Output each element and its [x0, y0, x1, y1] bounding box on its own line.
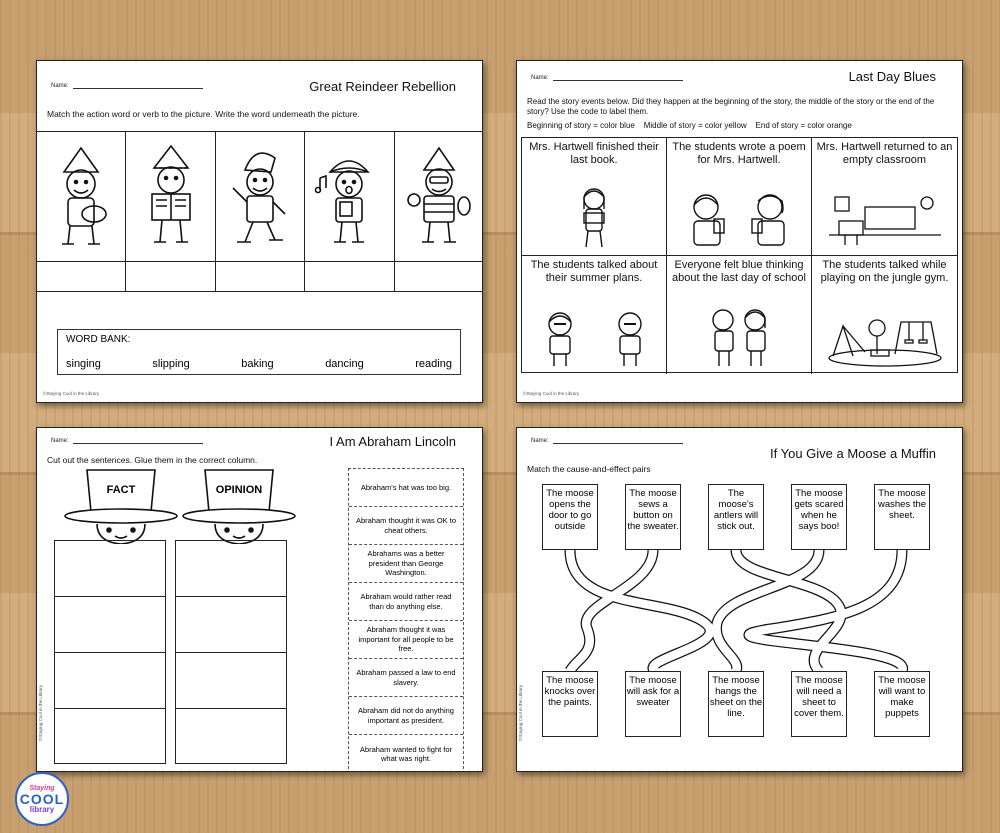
copyright: ©Staying Cool in the Library	[43, 391, 100, 396]
logo-line: COOL	[19, 790, 65, 807]
story-event-text: The students talked about their summer plans.	[530, 259, 658, 284]
word-bank	[57, 329, 461, 375]
worksheet-title: If You Give a Moose a Muffin	[770, 446, 936, 461]
cause-box[interactable]: The moose opens the door to go outside	[542, 484, 598, 550]
fact-label: FACT	[106, 484, 136, 496]
sentence-strip[interactable]: Abraham's hat was too big.	[349, 469, 463, 507]
story-event-text: Mrs. Hartwell finished their last book.	[529, 141, 659, 166]
worksheet-instructions: Match the cause-and-effect pairs	[527, 464, 651, 474]
effect-box[interactable]: The moose knocks over the paints.	[542, 671, 598, 737]
name-label: Name:	[531, 75, 549, 81]
story-event-cell[interactable]	[522, 138, 667, 256]
color-code: Beginning of story = color blue Middle of story = color yellow End of story = color orange	[527, 121, 852, 130]
answer-cell[interactable]	[395, 262, 483, 292]
elf-singing-illustration	[314, 142, 384, 252]
opinion-column[interactable]	[175, 540, 287, 764]
effect-box[interactable]: The moose will ask for a sweater	[625, 671, 681, 737]
name-row	[51, 438, 203, 444]
fact-hat-illustration	[61, 468, 181, 544]
students-talking-illustration	[534, 308, 654, 368]
worksheet-title: I Am Abraham Lincoln	[329, 434, 456, 449]
sentence-strip[interactable]: Abraham would rather read than do anything else.	[349, 583, 463, 621]
name-line[interactable]	[553, 75, 683, 81]
cause-box[interactable]: The moose sews a button on the sweater.	[625, 484, 681, 550]
worksheet-i-am-abraham-lincoln	[36, 427, 483, 772]
worksheet-title: Great Reindeer Rebellion	[309, 79, 456, 94]
name-label: Name:	[531, 438, 549, 444]
story-event-text: The students wrote a poem for Mrs. Hartwell.	[672, 141, 806, 166]
logo-line: library	[29, 804, 55, 814]
story-event-cell[interactable]	[812, 138, 957, 256]
worksheet-instructions: Match the action word or verb to the picture. Write the word underneath the picture.	[47, 109, 360, 119]
name-line[interactable]	[73, 83, 203, 89]
story-event-text: The students talked while playing on the jungle gym.	[820, 259, 949, 284]
copyright: ©Staying Cool in the Library	[523, 391, 580, 396]
elf-dancing-illustration	[225, 142, 295, 252]
opinion-hat-illustration	[179, 468, 299, 544]
copyright: ©Staying Cool in the Library	[38, 684, 43, 741]
sentence-strip[interactable]: Abraham thought it was OK to cheat others.	[349, 507, 463, 545]
students-writing-illustration	[684, 189, 794, 249]
word-bank-word: baking	[241, 358, 274, 370]
teacher-reading-illustration	[572, 185, 616, 249]
elf-slipping-illustration	[404, 142, 474, 252]
staying-cool-library-logo	[15, 772, 69, 826]
name-row	[51, 83, 203, 89]
fact-column[interactable]	[54, 540, 166, 764]
word-bank-word: slipping	[152, 358, 190, 370]
cause-box[interactable]: The moose washes the sheet.	[874, 484, 930, 550]
answer-cell[interactable]	[216, 262, 305, 292]
sentence-strip[interactable]: Abrahams was a better president than George Washington.	[349, 545, 463, 583]
name-label: Name:	[51, 438, 69, 444]
picture-cell	[395, 132, 483, 262]
elf-baking-illustration	[46, 142, 116, 252]
story-events-grid	[521, 137, 958, 373]
story-event-text: Everyone felt blue thinking about the last day of school	[672, 259, 806, 284]
effect-box[interactable]: The moose will want to make puppets	[874, 671, 930, 737]
worksheet-instructions: Read the story events below. Did they happen at the beginning of the story, the middle of the story or the end of the story? Use the code to label them.	[527, 97, 935, 116]
story-event-cell[interactable]	[522, 256, 667, 374]
worksheet-if-you-give-a-moose-a-muffin	[516, 427, 963, 772]
students-sad-illustration	[699, 306, 779, 368]
sentence-strip[interactable]: Abraham wanted to fight for what was right.	[359, 744, 453, 763]
sentence-strips	[348, 468, 464, 772]
effect-box[interactable]: The moose hangs the sheet on the line.	[708, 671, 764, 737]
picture-cell	[126, 132, 215, 262]
picture-grid	[37, 131, 483, 291]
empty-classroom-illustration	[825, 189, 945, 249]
opinion-label: OPINION	[215, 484, 263, 496]
sentence-strip[interactable]: Abraham passed a law to end slavery.	[349, 659, 463, 697]
name-line[interactable]	[73, 438, 203, 444]
word-bank-word: singing	[66, 358, 101, 370]
story-event-cell[interactable]	[667, 256, 812, 374]
story-event-cell[interactable]	[812, 256, 957, 374]
name-row	[531, 75, 683, 81]
answer-cell[interactable]	[305, 262, 394, 292]
name-label: Name:	[51, 83, 69, 89]
cause-box[interactable]: The moose's antlers will stick out.	[708, 484, 764, 550]
picture-cell	[37, 132, 126, 262]
answer-cell[interactable]	[126, 262, 215, 292]
sentence-strip[interactable]: Abraham did not do anything important as president.	[349, 697, 463, 735]
worksheet-instructions: Cut out the sentences. Glue them in the correct column.	[47, 455, 258, 465]
story-event-cell[interactable]	[667, 138, 812, 256]
cause-box[interactable]: The moose gets scared when he says boo!	[791, 484, 847, 550]
effect-box[interactable]: The moose will need a sheet to cover them.	[791, 671, 847, 737]
worksheet-great-reindeer-rebellion	[36, 60, 483, 403]
answer-cell[interactable]	[37, 262, 126, 292]
word-bank-label: WORD BANK:	[66, 334, 131, 345]
worksheet-last-day-blues	[516, 60, 963, 403]
word-bank-word: reading	[415, 358, 452, 370]
story-event-text: Mrs. Hartwell returned to an empty classroom	[816, 141, 953, 166]
word-bank-words	[66, 358, 452, 370]
elf-reading-illustration	[136, 142, 206, 252]
logo-line: Staying	[29, 784, 55, 792]
picture-cell	[216, 132, 305, 262]
playground-illustration	[825, 314, 945, 368]
worksheet-title: Last Day Blues	[848, 69, 936, 84]
word-bank-word: dancing	[325, 358, 364, 370]
picture-cell	[305, 132, 394, 262]
sentence-strip[interactable]: Abraham thought it was important for all people to be free.	[349, 621, 463, 659]
copyright: ©Staying Cool in the Library	[518, 684, 523, 741]
